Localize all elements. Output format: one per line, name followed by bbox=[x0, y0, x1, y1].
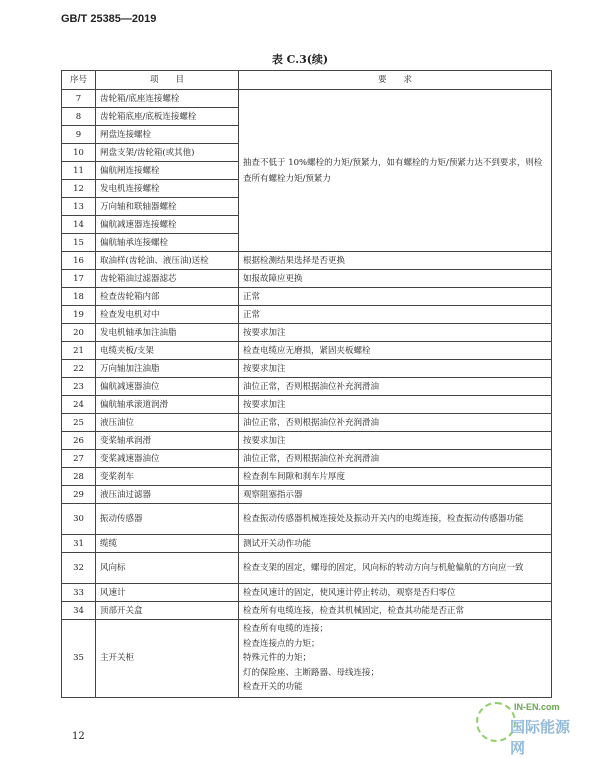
table-row bbox=[62, 468, 552, 486]
row-number: 13 bbox=[62, 198, 96, 216]
table-row bbox=[62, 414, 552, 432]
row-number: 19 bbox=[62, 306, 96, 324]
table-row bbox=[62, 432, 552, 450]
row-requirement bbox=[239, 620, 552, 698]
col-header-no: 序号 bbox=[62, 71, 96, 90]
col-header-requirement: 要 求 bbox=[239, 71, 552, 90]
row-number: 31 bbox=[62, 535, 96, 553]
row-requirement: 检查支架的固定，螺母的固定，风向标的转动方向与机舱偏航的方向应一致 bbox=[239, 553, 552, 584]
row-requirement-merged: 抽查不低于 10%螺栓的力矩/预紧力，如有螺栓的力矩/预紧力达不到要求，则检查所有螺栓力矩/预紧力 bbox=[239, 90, 552, 252]
row-item: 偏航减速器连接螺栓 bbox=[96, 216, 239, 234]
table-row bbox=[62, 620, 552, 698]
row-item: 万向轴和联轴器螺栓 bbox=[96, 198, 239, 216]
row-requirement: 检查刹车间隙和刹车片厚度 bbox=[239, 468, 552, 486]
row-number: 26 bbox=[62, 432, 96, 450]
row-number: 23 bbox=[62, 378, 96, 396]
row-requirement: 检查所有电缆连接，检查其机械固定，检查其功能是否正常 bbox=[239, 602, 552, 620]
watermark-bottom: 国际能源网 bbox=[510, 719, 571, 757]
table-row bbox=[62, 270, 552, 288]
row-item: 风速计 bbox=[96, 584, 239, 602]
row-requirement: 根据检测结果选择是否更换 bbox=[239, 252, 552, 270]
row-number: 8 bbox=[62, 108, 96, 126]
row-number: 10 bbox=[62, 144, 96, 162]
row-item: 缆缆 bbox=[96, 535, 239, 553]
row-requirement: 正常 bbox=[239, 288, 552, 306]
page-number: 12 bbox=[72, 731, 85, 742]
row-requirement: 如报故障应更换 bbox=[239, 270, 552, 288]
row-item: 发电机连接螺栓 bbox=[96, 180, 239, 198]
row-requirement: 按要求加注 bbox=[239, 360, 552, 378]
table-row bbox=[62, 602, 552, 620]
row-number: 30 bbox=[62, 504, 96, 535]
table-row bbox=[62, 553, 552, 584]
row-item: 检查齿轮箱内部 bbox=[96, 288, 239, 306]
row-item: 液压油过滤器 bbox=[96, 486, 239, 504]
row-number: 21 bbox=[62, 342, 96, 360]
row-number: 32 bbox=[62, 553, 96, 584]
row-item: 振动传感器 bbox=[96, 504, 239, 535]
row-number: 25 bbox=[62, 414, 96, 432]
table-row bbox=[62, 288, 552, 306]
row-number: 22 bbox=[62, 360, 96, 378]
row-item: 液压油位 bbox=[96, 414, 239, 432]
row-number: 20 bbox=[62, 324, 96, 342]
requirement-line: 检查开关的功能 bbox=[243, 682, 303, 692]
table-row bbox=[62, 360, 552, 378]
row-item: 检查发电机对中 bbox=[96, 306, 239, 324]
row-number: 12 bbox=[62, 180, 96, 198]
row-item: 偏航闸连接螺栓 bbox=[96, 162, 239, 180]
row-item: 齿轮箱油过滤器滤芯 bbox=[96, 270, 239, 288]
row-requirement: 按要求加注 bbox=[239, 432, 552, 450]
row-item: 万向轴加注油脂 bbox=[96, 360, 239, 378]
row-number: 35 bbox=[62, 620, 96, 698]
table-row bbox=[62, 90, 552, 108]
row-item: 风向标 bbox=[96, 553, 239, 584]
row-requirement: 检查风速计的固定，使风速计停止转动，观察是否归零位 bbox=[239, 584, 552, 602]
table-row bbox=[62, 584, 552, 602]
table-title: 表 C.3(续) bbox=[271, 53, 329, 66]
row-requirement: 检查振动传感器机械连接处及振动开关内的电缆连接，检查振动传感器功能 bbox=[239, 504, 552, 535]
row-item: 偏航减速器油位 bbox=[96, 378, 239, 396]
table-row bbox=[62, 486, 552, 504]
table-row bbox=[62, 342, 552, 360]
row-number: 14 bbox=[62, 216, 96, 234]
row-item: 齿轮箱底座/底板连接螺栓 bbox=[96, 108, 239, 126]
col-header-item: 项 目 bbox=[96, 71, 239, 90]
inspection-table bbox=[61, 70, 552, 698]
requirement-line: 检查所有电缆的连接； bbox=[243, 624, 329, 634]
row-item: 偏航轴承滚道润滑 bbox=[96, 396, 239, 414]
row-item: 变桨减速器油位 bbox=[96, 450, 239, 468]
standard-header: GB/T 25385—2019 bbox=[61, 13, 157, 25]
row-requirement: 观察阻塞指示器 bbox=[239, 486, 552, 504]
row-requirement: 正常 bbox=[239, 306, 552, 324]
table-row bbox=[62, 324, 552, 342]
row-item: 顶部开关盒 bbox=[96, 602, 239, 620]
row-requirement: 检查电缆应无磨损，紧固夹板螺栓 bbox=[239, 342, 552, 360]
row-item: 变桨刹车 bbox=[96, 468, 239, 486]
row-number: 24 bbox=[62, 396, 96, 414]
row-item: 变桨轴承润滑 bbox=[96, 432, 239, 450]
row-requirement: 测试开关动作功能 bbox=[239, 535, 552, 553]
row-number: 34 bbox=[62, 602, 96, 620]
row-item: 电缆夹板/支架 bbox=[96, 342, 239, 360]
row-number: 9 bbox=[62, 126, 96, 144]
row-number: 15 bbox=[62, 234, 96, 252]
table-row bbox=[62, 396, 552, 414]
row-item: 闸盘连接螺栓 bbox=[96, 126, 239, 144]
row-item: 取油样(齿轮油、液压油)送检 bbox=[96, 252, 239, 270]
requirement-line: 检查连接点的力矩； bbox=[243, 638, 320, 649]
row-requirement: 按要求加注 bbox=[239, 396, 552, 414]
row-number: 27 bbox=[62, 450, 96, 468]
watermark-top: IN-EN.com bbox=[514, 702, 560, 712]
row-requirement: 油位正常，否则根据油位补充润滑油 bbox=[239, 378, 552, 396]
table-row bbox=[62, 306, 552, 324]
requirement-line: 灯的保险座、主断路器、母线连接； bbox=[243, 667, 380, 678]
watermark-logo bbox=[474, 698, 584, 757]
table-row bbox=[62, 252, 552, 270]
row-number: 18 bbox=[62, 288, 96, 306]
requirement-line: 特殊元件的力矩； bbox=[243, 653, 312, 663]
table-row bbox=[62, 378, 552, 396]
row-item: 发电机轴承加注油脂 bbox=[96, 324, 239, 342]
row-number: 7 bbox=[62, 90, 96, 108]
row-number: 33 bbox=[62, 584, 96, 602]
table-row bbox=[62, 504, 552, 535]
row-number: 11 bbox=[62, 162, 96, 180]
row-requirement: 按要求加注 bbox=[239, 324, 552, 342]
row-number: 17 bbox=[62, 270, 96, 288]
row-requirement: 油位正常，否则根据油位补充润滑油 bbox=[239, 450, 552, 468]
table-row bbox=[62, 450, 552, 468]
row-item: 主开关柜 bbox=[96, 620, 239, 698]
row-number: 28 bbox=[62, 468, 96, 486]
row-item: 偏航轴承连接螺栓 bbox=[96, 234, 239, 252]
row-requirement: 油位正常，否则根据油位补充润滑油 bbox=[239, 414, 552, 432]
row-item: 闸盘支架/齿轮箱(或其他) bbox=[96, 144, 239, 162]
table-header-row bbox=[62, 71, 552, 90]
table-row bbox=[62, 535, 552, 553]
row-number: 16 bbox=[62, 252, 96, 270]
row-item: 齿轮箱/底座连接螺栓 bbox=[96, 90, 239, 108]
row-number: 29 bbox=[62, 486, 96, 504]
